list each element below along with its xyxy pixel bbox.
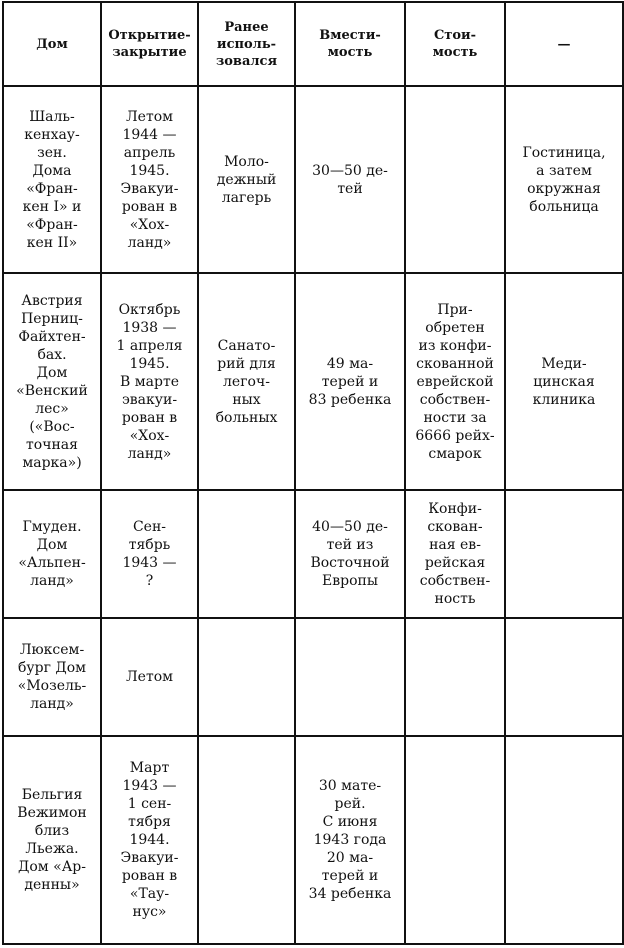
table-cell: Летом xyxy=(101,618,198,736)
table-cell: Сен- тябрь 1943 — ? xyxy=(101,490,198,618)
header-cost: Стои- мость xyxy=(405,2,505,86)
table-cell: 30—50 де- тей xyxy=(295,86,405,273)
table-cell: Гостиница, а затем окружная больница xyxy=(505,86,623,273)
table-cell: Летом 1944 — апрель 1945. Эвакуи- рован в «Хох- ланд» xyxy=(101,86,198,273)
table-row xyxy=(3,618,623,736)
table-cell: Конфи- скован- ная ев- рейская собствен- ность xyxy=(405,490,505,618)
table-cell: Октябрь 1938 — 1 апреля 1945. В марте эвакуи- рован в «Хох- ланд» xyxy=(101,273,198,490)
header-opening-closing: Открытие- закрытие xyxy=(101,2,198,86)
table-cell: Санато- рий для легоч- ных больных xyxy=(198,273,295,490)
header-previously-used: Ранее исполь- зовался xyxy=(198,2,295,86)
table-cell: Меди- цинская клиника xyxy=(505,273,623,490)
table-cell xyxy=(198,618,295,736)
header-capacity: Вмести- мость xyxy=(295,2,405,86)
table-row xyxy=(3,736,623,944)
table-cell xyxy=(405,86,505,273)
table-cell: Австрия Перниц- Файхтен- бах. Дом «Венский лес» («Вос- точная марка») xyxy=(3,273,101,490)
table-cell xyxy=(405,736,505,944)
table-cell: Март 1943 — 1 сен- тября 1944. Эвакуи- рован в «Тау- нус» xyxy=(101,736,198,944)
header-dash: — xyxy=(505,2,623,86)
table-cell: Шаль- кенхау- зен. Дома «Фран- кен I» и «Фран- кен II» xyxy=(3,86,101,273)
table-row xyxy=(3,490,623,618)
table-cell xyxy=(198,736,295,944)
table-cell xyxy=(505,736,623,944)
table-cell: 30 мате- рей. С июня 1943 года 20 ма- терей и 34 ребенка xyxy=(295,736,405,944)
header-row xyxy=(3,2,623,86)
table-cell xyxy=(198,490,295,618)
table-cell xyxy=(505,618,623,736)
header-house: Дом xyxy=(3,2,101,86)
table-cell: Гмуден. Дом «Альпен- ланд» xyxy=(3,490,101,618)
table-cell: 40—50 де- тей из Восточной Европы xyxy=(295,490,405,618)
table-cell: Моло- дежный лагерь xyxy=(198,86,295,273)
table-cell xyxy=(295,618,405,736)
table-cell: Бельгия Вежимон близ Льежа. Дом «Ар- денны» xyxy=(3,736,101,944)
table-cell: Люксем- бург Дом «Мозель- ланд» xyxy=(3,618,101,736)
table-row xyxy=(3,273,623,490)
table-cell xyxy=(505,490,623,618)
table-cell: 49 ма- терей и 83 ребенка xyxy=(295,273,405,490)
table-cell: При- обретен из конфи- скованной еврейской собствен- ности за 6666 рейх- смарок xyxy=(405,273,505,490)
table-row xyxy=(3,86,623,273)
homes-table xyxy=(2,1,624,945)
table-cell xyxy=(405,618,505,736)
